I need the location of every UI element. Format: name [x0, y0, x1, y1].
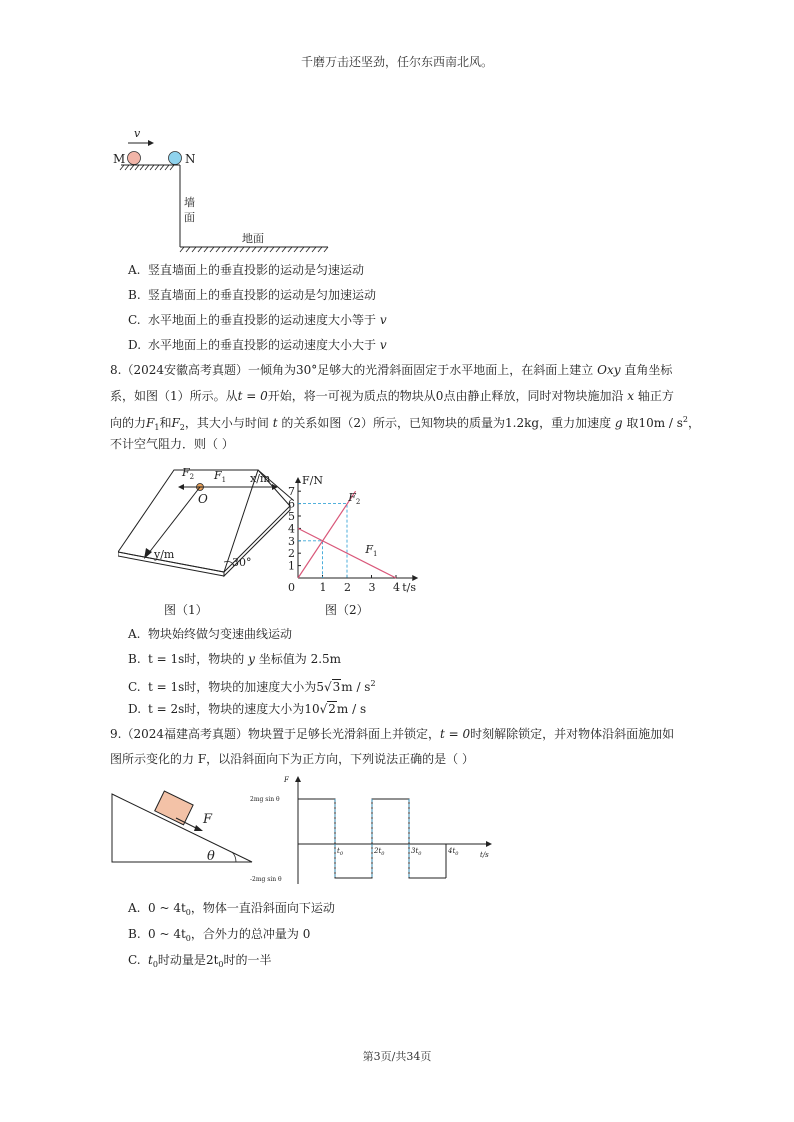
sq-x-title: t/s — [480, 851, 489, 859]
label-m: M — [113, 152, 126, 166]
q9-option-c: C. $t_0$时动量是$2t_0$时的一半 — [128, 953, 272, 969]
ground-label: 地面 — [242, 232, 264, 245]
fig1-caption: 图（1） — [164, 603, 208, 617]
q9-force-square-wave — [250, 774, 500, 886]
sq-tick-label: $4t_0$ — [448, 847, 459, 857]
x-axis-title: t/s — [402, 581, 417, 594]
y-tick-label: 1 — [288, 559, 295, 573]
q8-option-b: B. t = 1s时，物块的 y 坐标值为 2.5m — [128, 652, 342, 666]
q8-option-d: D. t = 2s时，物块的速度大小为10√2m / s — [128, 702, 367, 716]
angle-label: 30° — [232, 556, 252, 569]
q8-stem-line4: 不计空气阻力．则（ ） — [110, 437, 234, 451]
sq-tick-label: $t_0$ — [337, 847, 344, 857]
q8-incline-figure — [118, 462, 308, 590]
q8-stem-line1: 8.（2024安徽高考真题）一倾角为30°足够大的光滑斜面固定于水平地面上，在斜面上建立 Oxy 直角坐标 — [110, 363, 673, 377]
q9-stem-line2: 图所示变化的力 F，以沿斜面向下为正方向，下列说法正确的是（ ） — [110, 752, 474, 766]
label-n: N — [185, 152, 196, 166]
page-header-motto: 千磨万击还坚劲，任尔东西南北风。 — [300, 55, 493, 69]
x-tick-label: 3 — [368, 581, 376, 594]
q7-option-d: D. 水平地面上的垂直投影的运动速度大小大于 v — [128, 338, 387, 352]
q7-option-b: B. 竖直墙面上的垂直投影的运动是匀加速运动 — [128, 288, 377, 302]
y-tick-label: 7 — [288, 485, 295, 499]
force-label: F — [203, 812, 213, 827]
q8-option-a: A. 物块始终做匀变速曲线运动 — [128, 627, 293, 641]
series-label-f1: $F_1$ — [365, 543, 378, 559]
wall-label-2: 面 — [184, 211, 195, 224]
x-tick-label: 0 — [288, 581, 295, 594]
ball-m — [128, 152, 141, 165]
ball-n — [169, 152, 182, 165]
sq-tick-label: $3t_0$ — [411, 847, 422, 857]
q9-stem-line1: 9.（2024福建高考真题）物块置于足够长光滑斜面上并锁定，t = 0时刻解除锁定，并对物体沿斜面施加如 — [110, 727, 675, 741]
sq-x-arrow — [486, 841, 492, 847]
f1-label: F — [214, 469, 222, 482]
q9-option-b: B. 0 ~ $4t_0$，合外力的总冲量为 0 — [128, 927, 311, 943]
q8-stem-line3: 向的力$F_1$和$F_2$，其大小与时间 t 的关系如图（2）所示，已知物块的质量为1.2kg，重力加速度 g 取$10m / s^2$， — [110, 415, 701, 432]
q9-option-a: A. 0 ~ $4t_0$，物体一直沿斜面向下运动 — [128, 901, 335, 917]
y-tick-label: 5 — [288, 510, 295, 523]
y-axis-label: y/m — [154, 548, 175, 561]
y-axis-title: F/N — [302, 474, 323, 487]
q7-option-a: A. 竖直墙面上的垂直投影的运动是匀速运动 — [128, 263, 365, 277]
f2-label: F — [182, 466, 190, 479]
page-footer: 第3页/共34页 — [362, 1050, 432, 1063]
wall-label-1: 墙 — [184, 196, 195, 209]
sq-y-arrow — [295, 776, 301, 782]
y-tick-label: 6 — [288, 497, 295, 511]
theta-label: θ — [207, 849, 215, 864]
q8-force-time-chart — [284, 462, 434, 594]
svg-text:F2: $F_2$ — [182, 466, 195, 481]
q8-option-c: C. t = 1s时，物块的加速度大小为$5√3m / s^2$ — [128, 679, 376, 694]
y-axis-arrow — [295, 477, 301, 483]
velocity-label: v — [134, 127, 141, 140]
sq-top-level-label: 2mg sin θ — [250, 796, 280, 803]
sq-tick-label: $2t_0$ — [374, 847, 385, 857]
y-tick-label: 4 — [288, 522, 295, 536]
series-label-f2: $F_2$ — [348, 491, 361, 507]
origin-label: O — [198, 492, 208, 506]
q8-stem-line2: 系，如图（1）所示。从t = 0开始，将一可视为质点的物块从0点由静止释放，同时对物块施加沿 x 轴正方 — [110, 389, 674, 403]
svg-text:F1: $F_1$ — [214, 469, 227, 484]
q7-option-c: C. 水平地面上的垂直投影的运动速度大小等于 v — [128, 313, 387, 327]
sq-y-title: F — [284, 776, 289, 784]
x-tick-label: 4 — [393, 581, 400, 594]
fig2-caption: 图（2） — [325, 603, 369, 617]
sq-bottom-level-label: -2mg sin θ — [250, 876, 282, 883]
x-axis-label: x/m — [250, 472, 271, 485]
y-tick-label: 3 — [288, 534, 295, 548]
x-tick-label: 1 — [319, 581, 327, 594]
x-tick-label: 2 — [344, 581, 351, 594]
y-tick-label: 2 — [288, 547, 295, 561]
q7-wall-figure — [108, 126, 338, 256]
q9-incline-figure — [108, 790, 258, 870]
